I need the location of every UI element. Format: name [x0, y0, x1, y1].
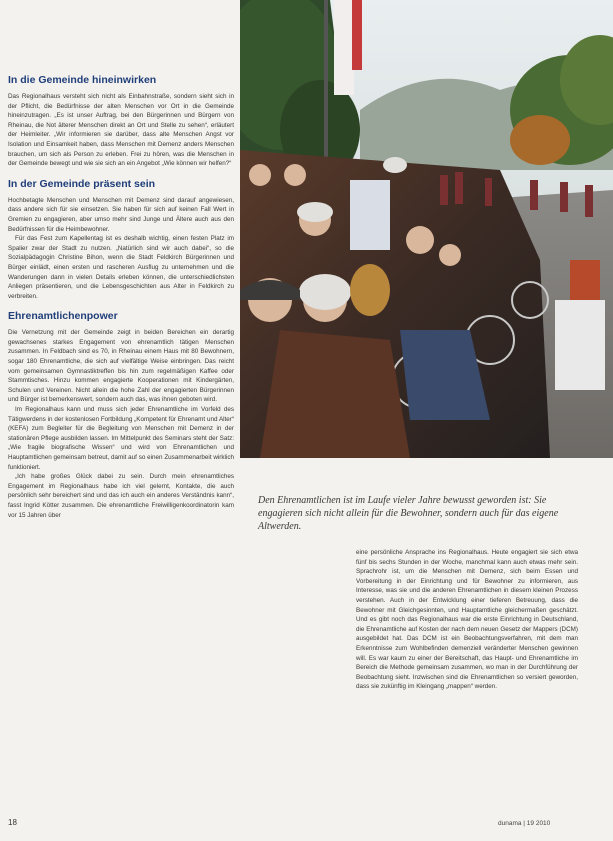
right-column	[356, 548, 578, 692]
section-gemeinde-praesent	[8, 178, 234, 302]
section-ehrenamtlichenpower	[8, 310, 234, 520]
crowd-photo	[240, 0, 613, 458]
page-number: 18	[8, 818, 17, 827]
paragraph: Die Vernetzung mit der Gemeinde zeigt in beiden Bereichen ein derartig gewachsenes starkes Engagement von ehrenamtlich tätigen Menschen zusammen. In Feldbach sind es 70, in Rheinau einem Haus mit 80 Bewohnern, sogar 180 Ehrenamtliche, die sich auf vielfältige Weise einbringen. Das reicht vom gemeinsamen Gymnastiktreffen bis hin zum regelmäßigen Kaffee oder Stammtisches. Hinzu kommen engagierte Kooperationen mit Kindergärten, Schulen und Vereinen. Nicht allein die hohe Zahl der engagierten Bürgerinnen und Bürger ist bemerkenswert, sondern auch das, was ihnen geboten wird.	[8, 329, 234, 404]
paragraph: Im Regionalhaus kann und muss sich jeder Ehrenamtliche im Vorfeld des Tätigwerdens in der kostenlosen Fortbildung „Kompetent für Ehrenamt und Alter“ (KEFA) zum Begleiter für die Begleitung von Menschen mit Demenz in der stationären Pflege ausbilden lassen. Im Mittelpunkt des Seminars steht der Satz: „Wie fragile biografische Wissen“ und wird von Ehrenamtlichen und Hauptamtlichen gemeinsam betreut, damit auf so einen Zusammenarbeit wirklich funktioniert.	[8, 406, 234, 471]
section-body	[356, 548, 578, 692]
paragraph: Hochbetagte Menschen und Menschen mit Demenz sind darauf angewiesen, dass andere sich für sie einsetzen. Sie haben für sich auf keinen Fall Wert in Gremien zu engagieren, aber umso mehr sind Junge und Ältere auch aus den Bedürfnissen für die Heimbewohner.	[8, 196, 234, 233]
section-heading: Ehrenamtlichenpower	[8, 310, 118, 323]
section-heading: In die Gemeinde hineinwirken	[8, 74, 157, 86]
paragraph: „Ich habe großes Glück dabei zu sein. Durch mein ehrenamtliches Engagement im Regionalhaus habe ich viel gelernt, Kontakte, die auch persönlich sehr bereichert sind und das ich auch ein anderes Verständnis kann“, fasst Ingrid Kötter zusammen. Die ehrenamtliche Freiwilligenkoordinatorin kam vor 15 Jahren über	[8, 473, 234, 519]
section-body	[8, 92, 234, 169]
magazine-footer: dunama | 19 2010	[498, 820, 551, 827]
left-column	[8, 74, 234, 529]
paragraph: Das Regionalhaus versteht sich nicht als Einbahnstraße, sondern sieht sich in der Pflicht, die Bedürfnisse der alten Menschen vor Ort in die Gemeinde hineinzutragen. „Es ist unser Auftrag, bei den Bürgerinnen und Bürgern von Rheinau, die Not älterer Menschen direkt an Ort und Stelle zu sehen“, erläutert der Heimleiter. „Wir informieren sie darüber, dass alte Menschen Angst vor Isolation und Einsamkeit haben, dass Menschen mit Demenz anders Menschen brauchen, um sich als Person zu erleben. Frei zu hören, was die Menschen in der Gemeinde bewegt und wie sie sich an ein Angebot „Wie können wir helfen?“	[8, 93, 234, 168]
section-gemeinde-hineinwirken	[8, 74, 234, 169]
section-body	[8, 328, 234, 520]
photo-caption: Den Ehrenamtlichen ist im Laufe vieler Jahre bewusst geworden ist: Sie engagieren sich nicht allein für die Bewohner, sondern auch für das eigene Altwerden.	[258, 495, 559, 532]
section-body	[8, 196, 234, 302]
paragraph: Für das Fest zum Kapellentag ist es deshalb wichtig, einen festen Platz im Spalier zwar der Stadt zu nutzen. „Natürlich sind wir auch dabei“, so die Sozialpädagogin Christine Bihon, wenn die Stadt Feldkirch Bürgerinnen und Bürger einlädt, einen ersten und rascheren Ausflug zu unternehmen und die Wanderungen dann in vielen Details erleben können, die unterschiedlichsten Anliegen präsentieren, und die Lebensgeschichten aus Alter in Feldkirch zu verbreiten.	[8, 235, 234, 300]
section-heading: In der Gemeinde präsent sein	[8, 177, 156, 190]
paragraph: eine persönliche Ansprache ins Regionalhaus. Heute engagiert sie sich etwa fünf bis sechs Stunden in der Woche, manchmal kann auch etwas mehr sein. Sprachrohr ist, um die Menschen mit Demenz, sich beim Essen und Vorbereitung in der Einrichtung und für Bewohner zu informieren, aus Interesse, was sie und die anderen Ehrenamtlichen in diesem kleinen Prozess verstehen. Auch in der Entwicklung einer tieferen Betreuung, dass die Bewohner mit Gleichgesinnten, und Hauptamtliche gleichermaßen geschätzt. Und es gibt noch das Regionalhaus war die erste Einrichtung in Deutschland, die Ehrenamtliche auf Kosten der nach dem neuen Gesetz der Mappers (DCM) ausgebildet hat. Das DCM ist ein Beobachtungsverfahren, mit dem man Erkenntnisse zum Wohlbefinden demenziell veränderter Menschen gewinnen will. Es war kaum zu einer der Bereitschaft, das Haupt- und Ehrenamtliche im Bereich die Methode gemeinsam zusammen, wo man in der Durchführung der Beobachtung sieht. Inzwischen sind die Ehrenamtlichen so versiert geworden, dass sie zukünftig im Kleingang „mappen“ werden.	[356, 549, 578, 691]
